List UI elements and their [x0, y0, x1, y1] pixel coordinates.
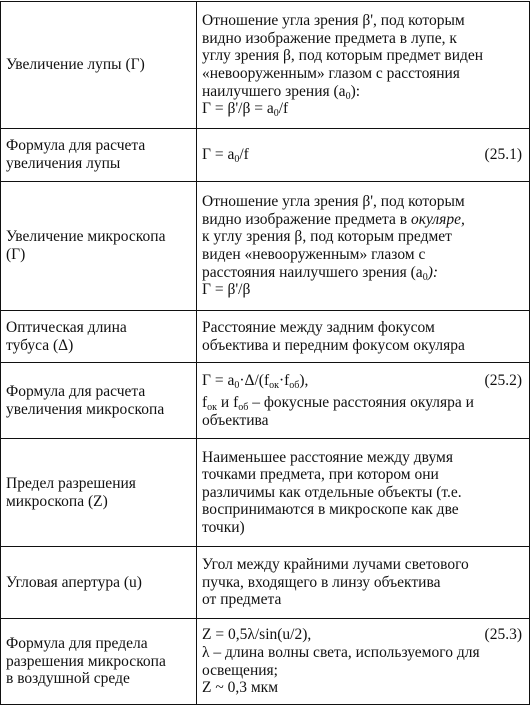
equation-number: (25.2) — [484, 371, 522, 389]
term-cell — [1, 182, 197, 311]
description-text: точки) — [202, 518, 245, 536]
table-row — [1, 363, 530, 439]
description-text: Отношение угла зрения β', под которым — [202, 12, 465, 30]
term-text: тубуса (Δ) — [6, 336, 74, 354]
formula: $Г = a_0\cdot\Delta/(f_{ок}\cdot f_{об})$, (25.2) — [202, 371, 522, 391]
term-text: увеличения лупы — [6, 155, 121, 172]
description-text: Угол между крайними лучами светового — [202, 556, 469, 574]
term-cell — [1, 439, 197, 547]
table-row — [1, 129, 530, 182]
term-text: Увеличение микроскопа — [6, 228, 166, 246]
description-text: различимы как отдельные объекты (т.е. — [202, 483, 462, 501]
term-text: Оптическая длина — [6, 318, 127, 336]
description-text: к углу зрения β, под которым предмет — [202, 228, 452, 246]
description-cell — [197, 311, 530, 363]
description-text: видно изображение предмета в окуляре, — [202, 210, 465, 228]
term-text: разрешения микроскопа — [6, 652, 166, 670]
description-text: объектива и передним фокусом окуляра — [202, 336, 465, 354]
formula: Г = β'/β — [202, 281, 251, 299]
term-cell — [1, 363, 197, 439]
description-cell — [197, 547, 530, 619]
description-text: точками предмета, при котором они — [202, 466, 439, 484]
description-cell — [197, 363, 530, 439]
term-text: Формула для расчета — [6, 137, 146, 155]
description-text: от предмета — [202, 591, 282, 609]
term-cell — [1, 2, 197, 129]
description-cell — [197, 129, 530, 182]
description-text: $f_{ок}$ и $f_{об}$ – фокусные расстояния окуляра и — [202, 394, 474, 414]
term-text: Формула для расчета — [6, 382, 146, 400]
description-text: Z ~ 0,3 мкм — [202, 679, 279, 697]
table-row — [1, 182, 530, 311]
description-cell — [197, 439, 530, 547]
description-cell — [197, 182, 530, 311]
term-cell — [1, 129, 197, 182]
term-cell — [1, 547, 197, 619]
description-text: углу зрения β, под которым предмет виден — [202, 47, 484, 65]
equation-number: (25.3) — [484, 626, 522, 644]
table-row — [1, 547, 530, 619]
description-text: освещения; — [202, 661, 278, 679]
description-text: Расстояние между задним фокусом — [202, 318, 435, 336]
term-text: увеличения микроскопа — [6, 400, 165, 418]
description-text: объектива — [202, 411, 269, 429]
term-text: Предел разрешения — [6, 474, 136, 492]
formula: $Г = \beta'/\beta = a_0/f$ — [202, 100, 289, 120]
description-text: λ – длина волны света, используемого для — [202, 643, 480, 661]
term-text: Угловая апертура (u) — [6, 573, 142, 591]
description-text: воспринимаются в микроскопе как две — [202, 501, 459, 519]
term-text: (Г) — [6, 246, 26, 263]
description-text: виден «невооруженным» глазом с — [202, 246, 426, 263]
table-row — [1, 439, 530, 547]
description-text: пучка, входящего в линзу объектива — [202, 573, 441, 591]
table-row — [1, 2, 530, 129]
term-text: Формула для предела — [6, 635, 148, 653]
term-text: в воздушной среде — [6, 670, 130, 688]
table-row — [1, 619, 530, 705]
equation-number: (25.1) — [484, 146, 522, 164]
term-text: микроскопа (Z) — [6, 492, 108, 510]
term-cell — [1, 619, 197, 705]
table-row — [1, 311, 530, 363]
description-cell — [197, 2, 530, 129]
description-text: видно изображение предмета в лупе, к — [202, 29, 457, 47]
term-text: Увеличение лупы (Г) — [6, 56, 145, 74]
definitions-table — [0, 1, 530, 705]
description-text: наилучшего зрения $(a_0)$: — [202, 82, 361, 102]
formula: $Г = a_0/f$ (25.1) — [202, 146, 522, 166]
term-cell — [1, 311, 197, 363]
formula: Z = 0,5λ/sin(u/2), (25.3) — [202, 626, 522, 644]
description-text: Наименьшее расстояние между двумя — [202, 448, 453, 466]
description-text: расстояния наилучшего зрения $(a_0)$: — [202, 263, 439, 283]
description-text: Отношение угла зрения β', под которым — [202, 193, 465, 211]
description-cell — [197, 619, 530, 705]
description-text: «невооруженным» глазом с расстояния — [202, 65, 460, 82]
